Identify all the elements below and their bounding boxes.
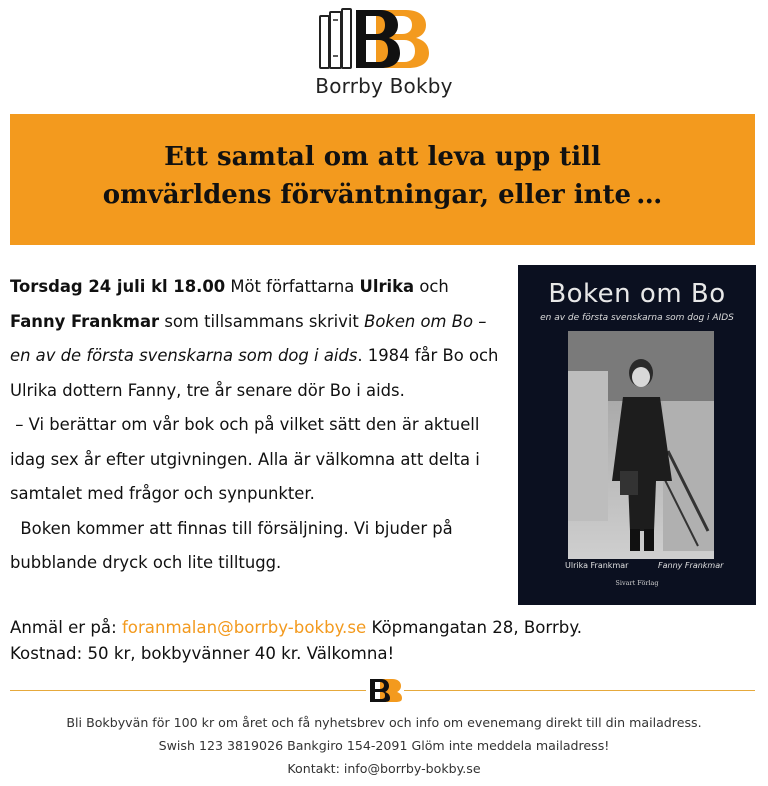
intro-paragraph-3: Boken kommer att finnas till försäljning. Vi bjuder på bubblande dryck och lite tilltugg. [10,518,453,572]
bb-small-logo-icon [366,678,404,702]
signup-address: Köpmangatan 28, Borrby. [366,618,583,637]
headline-line-2: omvärldens förväntningar, eller inte … [102,180,663,210]
event-date: Torsdag 24 juli kl 18.00 [10,277,226,296]
intro-text-2: och [414,277,449,296]
footer-contact[interactable]: Kontakt: info@borrby-bokby.se [287,761,481,776]
cover-author-1: Ulrika Frankmar [565,561,629,570]
signup-cost: Kostnad: 50 kr, bokbyvänner 40 kr. Välkomna! [10,644,395,663]
footer [0,711,768,780]
intro-text-3: som tillsammans skrivit [159,311,365,331]
headline-line-1: Ett samtal om att leva upp till [164,142,601,172]
headline-banner [10,114,755,245]
book-cover [518,265,756,605]
signup-info [10,615,760,667]
signup-email-link[interactable]: foranmalan@borrby-bokby.se [121,618,367,637]
footer-payment: Swish 123 3819026 Bankgiro 154-2091 Glöm inte meddela mailadress! [158,738,610,753]
signup-label: Anmäl er på: [10,618,122,637]
intro-text-1: Möt författarna [225,277,360,296]
cover-author-2: Fanny Frankmar [658,561,724,570]
cover-subtitle: en av de första svenskarna som dog i AIDS [540,313,734,323]
event-description [10,270,508,581]
brand-name: Borrby Bokby [315,74,453,98]
cover-publisher: Sivart Förlag [615,579,659,587]
author-fanny: Fanny Frankmar [10,311,160,331]
cover-photo [568,331,714,559]
book-title: Boken om Bo – en av de första svenskarna som dog i aids [10,311,487,365]
cover-title: Boken om Bo [548,279,726,309]
header-logo [0,0,768,105]
footer-membership: Bli Bokbyvän för 100 kr om året och få nyhetsbrev och info om evenemang direkt till din mailadress. [66,715,702,730]
headline [10,138,755,214]
author-ulrika: Ulrika [359,277,415,296]
intro-paragraph-2: – Vi berättar om vår bok och på vilket sätt den är aktuell idag sex år efter utgivningen. Alla är välkomna att delta i samtalet med frågor och synpunkter. [10,415,480,503]
books-bb-logo-icon [316,6,452,72]
intro-text-4: . 1984 får Bo och Ulrika dottern Fanny, tre år senare dör Bo i aids. [10,346,499,400]
